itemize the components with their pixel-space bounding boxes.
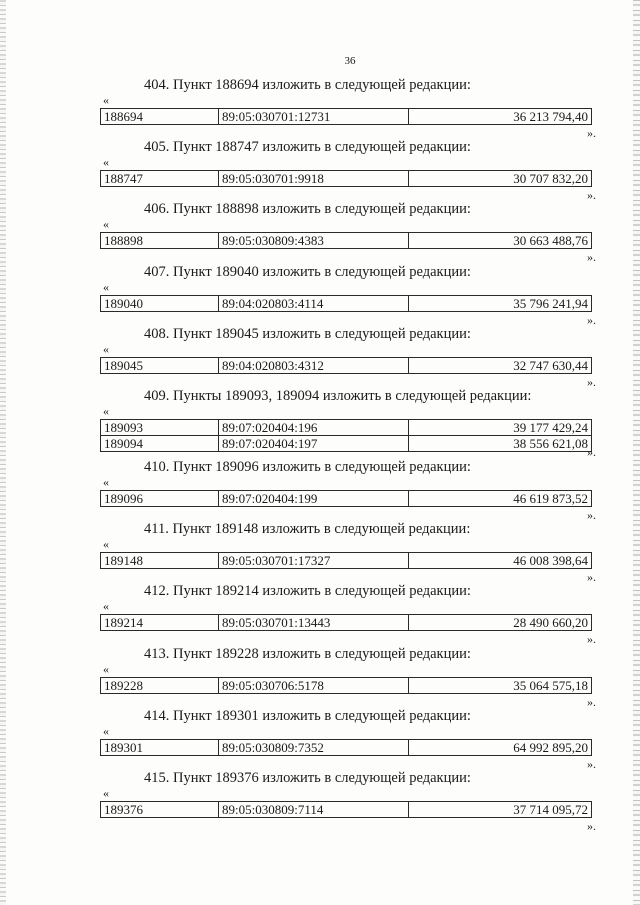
cadastral-number-cell: 89:05:030706:5178 xyxy=(219,678,409,693)
value-cell: 64 992 895,20 xyxy=(513,739,588,755)
amendment-item xyxy=(100,138,596,203)
amendment-item xyxy=(100,769,594,831)
opening-quote: « xyxy=(103,785,109,800)
table-row xyxy=(100,170,592,187)
amendment-heading: 410. Пункт 189096 изложить в следующей редакции: xyxy=(144,458,471,475)
opening-quote: « xyxy=(103,341,109,356)
table-row xyxy=(100,801,592,818)
page-number: 36 xyxy=(344,55,356,67)
amendment-item xyxy=(100,200,596,265)
amendment-table xyxy=(100,357,592,374)
amendment-table xyxy=(100,490,592,507)
amendment-heading: 407. Пункт 189040 изложить в следующей редакции: xyxy=(144,263,471,280)
amendment-table xyxy=(100,170,592,187)
table-row xyxy=(100,357,592,374)
amendment-heading: 415. Пункт 189376 изложить в следующей редакции: xyxy=(144,769,471,786)
row-id-cell: 189096 xyxy=(101,491,219,506)
row-id-cell: 189376 xyxy=(101,802,219,817)
closing-quote: ». xyxy=(587,632,596,647)
cadastral-number-cell: 89:07:020404:199 xyxy=(219,491,409,506)
amendment-heading: 412. Пункт 189214 изложить в следующей редакции: xyxy=(144,583,471,600)
cadastral-number-cell: 89:05:030701:17327 xyxy=(219,553,409,568)
amendment-item xyxy=(100,707,594,769)
value-cell: 28 490 660,20 xyxy=(513,615,588,631)
value-cell: 38 556 621,08 xyxy=(513,435,588,451)
opening-quote: « xyxy=(103,599,109,614)
value-cell: 37 714 095,72 xyxy=(513,801,588,817)
opening-quote: « xyxy=(103,93,109,107)
amendment-table xyxy=(100,614,592,631)
amendment-table xyxy=(100,552,592,569)
table-row xyxy=(100,108,592,125)
row-id-cell: 189093 xyxy=(101,420,219,435)
amendment-table xyxy=(100,419,592,452)
table-row xyxy=(100,552,592,569)
row-id-cell: 188694 xyxy=(101,109,219,124)
closing-quote: ». xyxy=(587,374,596,389)
row-id-cell: 188898 xyxy=(101,233,219,248)
amendment-heading: 408. Пункт 189045 изложить в следующей редакции: xyxy=(144,325,471,342)
opening-quote: « xyxy=(103,537,109,552)
amendment-item xyxy=(100,325,594,387)
amendment-item xyxy=(100,645,594,707)
amendment-table xyxy=(100,801,592,818)
closing-quote: ». xyxy=(587,312,596,327)
value-cell: 32 747 630,44 xyxy=(513,357,588,373)
value-cell: 39 177 429,24 xyxy=(513,419,588,435)
closing-quote: ». xyxy=(587,694,596,709)
amendment-item xyxy=(100,458,594,520)
closing-quote: ». xyxy=(587,756,596,771)
closing-quote: ». xyxy=(587,126,596,140)
opening-quote: « xyxy=(103,723,109,738)
opening-quote: « xyxy=(103,217,109,232)
table-row xyxy=(100,419,592,436)
amendment-heading: 413. Пункт 189228 изложить в следующей редакции: xyxy=(144,645,471,662)
value-cell: 30 707 832,20 xyxy=(513,171,588,187)
cadastral-number-cell: 89:04:020803:4114 xyxy=(219,296,409,311)
cadastral-number-cell: 89:05:030701:13443 xyxy=(219,615,409,630)
closing-quote: ». xyxy=(587,570,596,585)
closing-quote: ». xyxy=(587,818,596,833)
opening-quote: « xyxy=(103,474,109,489)
scan-edge-right xyxy=(633,0,640,905)
opening-quote: « xyxy=(103,155,109,170)
cadastral-number-cell: 89:07:020404:197 xyxy=(219,436,409,451)
amendment-heading: 405. Пункт 188747 изложить в следующей редакции: xyxy=(144,139,471,156)
value-cell: 46 619 873,52 xyxy=(513,490,588,506)
table-row xyxy=(100,490,592,507)
cadastral-number-cell: 89:07:020404:196 xyxy=(219,420,409,435)
row-id-cell: 188747 xyxy=(101,171,219,186)
value-cell: 30 663 488,76 xyxy=(513,233,588,249)
amendment-heading: 411. Пункт 189148 изложить в следующей редакции: xyxy=(144,521,471,538)
table-row xyxy=(100,232,592,249)
row-id-cell: 189228 xyxy=(101,678,219,693)
amendment-item xyxy=(100,387,594,458)
opening-quote: « xyxy=(103,661,109,676)
table-row xyxy=(100,436,592,452)
cadastral-number-cell: 89:05:030701:12731 xyxy=(219,109,409,124)
value-cell: 35 796 241,94 xyxy=(513,295,588,311)
cadastral-number-cell: 89:05:030701:9918 xyxy=(219,171,409,186)
amendment-table xyxy=(100,739,592,756)
closing-quote: ». xyxy=(587,188,596,203)
table-row xyxy=(100,614,592,631)
amendment-table xyxy=(100,108,592,125)
amendment-item xyxy=(100,582,596,647)
row-id-cell: 189094 xyxy=(101,436,219,451)
value-cell: 36 213 794,40 xyxy=(513,109,588,124)
amendment-item xyxy=(100,76,594,138)
table-row xyxy=(100,739,592,756)
opening-quote: « xyxy=(103,279,109,294)
opening-quote: « xyxy=(103,403,109,418)
amendment-heading: 406. Пункт 188898 изложить в следующей редакции: xyxy=(144,201,471,218)
amendment-heading: 404. Пункт 188694 изложить в следующей редакции: xyxy=(144,77,471,93)
cadastral-number-cell: 89:05:030809:4383 xyxy=(219,233,409,248)
amendment-table xyxy=(100,295,592,312)
row-id-cell: 189214 xyxy=(101,615,219,630)
value-cell: 46 008 398,64 xyxy=(513,553,588,569)
document-body xyxy=(100,76,594,831)
table-row xyxy=(100,295,592,312)
amendment-heading: 414. Пункт 189301 изложить в следующей редакции: xyxy=(144,707,471,724)
amendment-table xyxy=(100,232,592,249)
row-id-cell: 189148 xyxy=(101,553,219,568)
row-id-cell: 189045 xyxy=(101,358,219,373)
value-cell: 35 064 575,18 xyxy=(513,677,588,693)
scan-edge-left xyxy=(0,0,6,905)
amendment-table xyxy=(100,677,592,694)
closing-quote: ». xyxy=(587,444,596,459)
cadastral-number-cell: 89:05:030809:7352 xyxy=(219,740,409,755)
closing-quote: ». xyxy=(587,507,596,522)
cadastral-number-cell: 89:04:020803:4312 xyxy=(219,358,409,373)
row-id-cell: 189040 xyxy=(101,296,219,311)
row-id-cell: 189301 xyxy=(101,740,219,755)
amendment-item xyxy=(100,520,596,585)
amendment-item xyxy=(100,263,594,325)
closing-quote: ». xyxy=(587,250,596,265)
table-row xyxy=(100,677,592,694)
amendment-heading: 409. Пункты 189093, 189094 изложить в следующей редакции: xyxy=(144,387,532,404)
cadastral-number-cell: 89:05:030809:7114 xyxy=(219,802,409,817)
